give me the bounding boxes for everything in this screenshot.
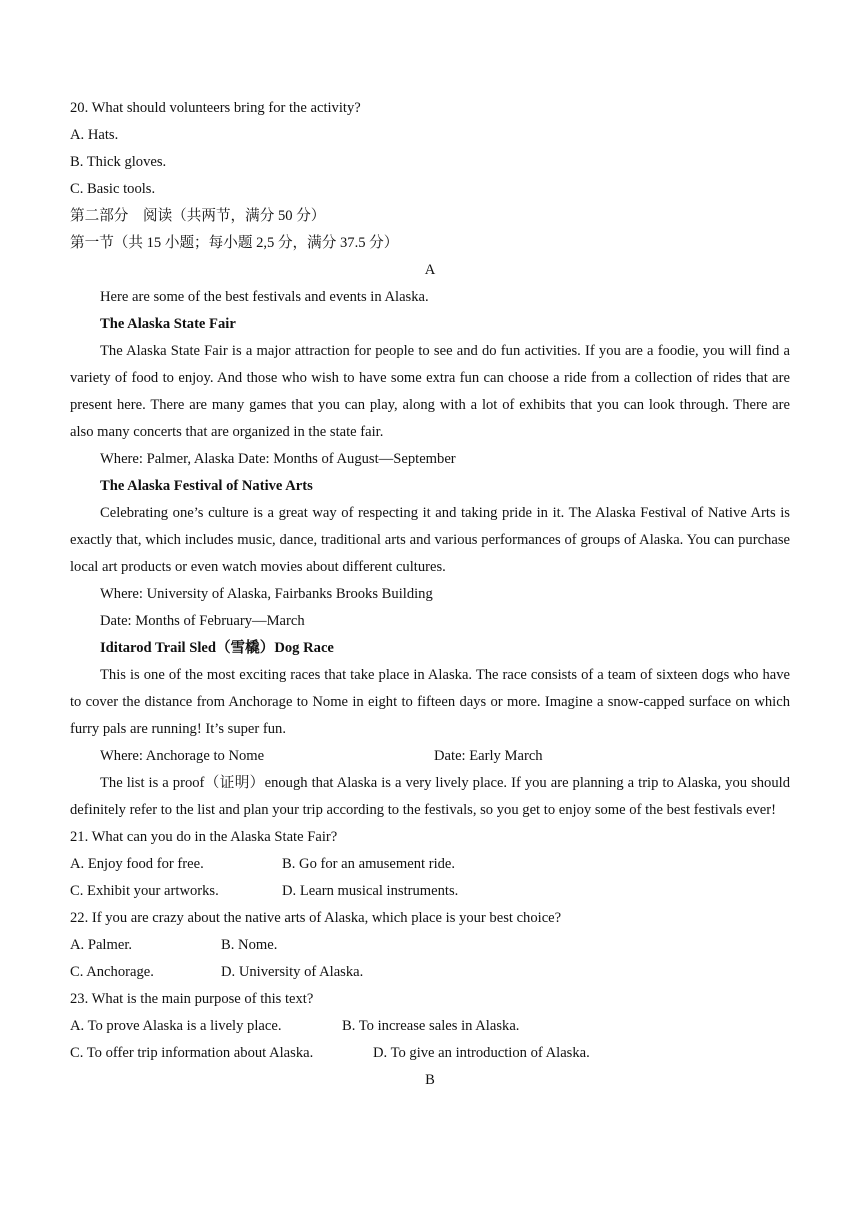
iditarod-paragraph: This is one of the most exciting races that take place in Alaska. The race consists of a team of sixteen dogs who have to cover the distance from Anchorage to Nome in eight to fifteen days or more. Imagine a snow-capped surface on which furry pals are running! It’s super fun. <box>70 667 790 737</box>
q23-options-row-2 <box>70 1040 790 1067</box>
q21-option-c: C. Exhibit your artworks. <box>70 883 219 899</box>
q22-option-d: D. University of Alaska. <box>221 964 364 980</box>
native-arts-paragraph: Celebrating one’s culture is a great way of respecting it and taking pride in it. The Alaska Festival of Native Arts is exactly that, which includes music, dance, traditional arts and various performances of groups of Alaska. You can purchase local art products or even watch movies about different cultures. <box>70 505 790 575</box>
native-arts-title: The Alaska Festival of Native Arts <box>100 478 313 494</box>
q23-option-d: D. To give an introduction of Alaska. <box>373 1045 590 1061</box>
native-arts-where: Where: University of Alaska, Fairbanks Brooks Building <box>100 586 433 602</box>
q21-options-row-2 <box>70 878 790 905</box>
q23-option-c: C. To offer trip information about Alaska. <box>70 1045 314 1061</box>
q21-option-b: B. Go for an amusement ride. <box>282 856 456 872</box>
q20-option-a: A. Hats. <box>70 127 119 143</box>
q22-option-b: B. Nome. <box>221 937 278 953</box>
q23-question: 23. What is the main purpose of this text? <box>70 991 314 1007</box>
iditarod-where: Where: Anchorage to Nome <box>100 748 265 764</box>
q23-option-b: B. To increase sales in Alaska. <box>342 1018 520 1034</box>
q21-option-d: D. Learn musical instruments. <box>282 883 459 899</box>
passage-a-label: A <box>424 262 436 278</box>
fair-title: The Alaska State Fair <box>100 316 236 332</box>
q20-option-c: C. Basic tools. <box>70 181 156 197</box>
sub-heading: 第一节（共 15 小题；每小题 2,5 分，满分 37.5 分） <box>70 235 399 251</box>
fair-paragraph: The Alaska State Fair is a major attraction for people to see and do fun activities. If you are a foodie, you will find a variety of food to enjoy. And those who wish to have some extra fun can choose a ride from a collection of rides that are present here. There are many games that you can play, along with a lot of exhibits that you can look through. There are also many concerts that are organized in the state fair. <box>70 343 790 440</box>
passage-b-label: B <box>425 1072 435 1088</box>
q23-options-row-1 <box>70 1013 790 1040</box>
iditarod-where-date-row <box>70 743 790 770</box>
q20-question: 20. What should volunteers bring for the activity? <box>70 100 361 116</box>
q21-option-a: A. Enjoy food for free. <box>70 856 204 872</box>
native-arts-date: Date: Months of February—March <box>100 613 305 629</box>
q23-option-a: A. To prove Alaska is a lively place. <box>70 1018 282 1034</box>
q22-options-row-1 <box>70 932 790 959</box>
fair-where-date: Where: Palmer, Alaska Date: Months of August—September <box>100 451 456 467</box>
q22-option-c: C. Anchorage. <box>70 964 154 980</box>
passage-a-intro: Here are some of the best festivals and events in Alaska. <box>100 289 429 305</box>
iditarod-date: Date: Early March <box>434 748 543 764</box>
iditarod-title: Iditarod Trail Sled（雪橇）Dog Race <box>100 640 334 656</box>
conclusion-paragraph: The list is a proof（证明）enough that Alaska is a very lively place. If you are planning a trip to Alaska, you should definitely refer to the list and plan your trip according to the festivals, so you get to enjoy some of the best festivals ever! <box>70 775 790 818</box>
q20-option-b: B. Thick gloves. <box>70 154 167 170</box>
q21-options-row-1 <box>70 851 790 878</box>
exam-page <box>70 95 790 1094</box>
q21-question: 21. What can you do in the Alaska State Fair? <box>70 829 338 845</box>
q22-option-a: A. Palmer. <box>70 937 133 953</box>
part-heading: 第二部分 阅读（共两节，满分 50 分） <box>70 208 326 224</box>
q22-options-row-2 <box>70 959 790 986</box>
q22-question: 22. If you are crazy about the native arts of Alaska, which place is your best choice? <box>70 910 562 926</box>
